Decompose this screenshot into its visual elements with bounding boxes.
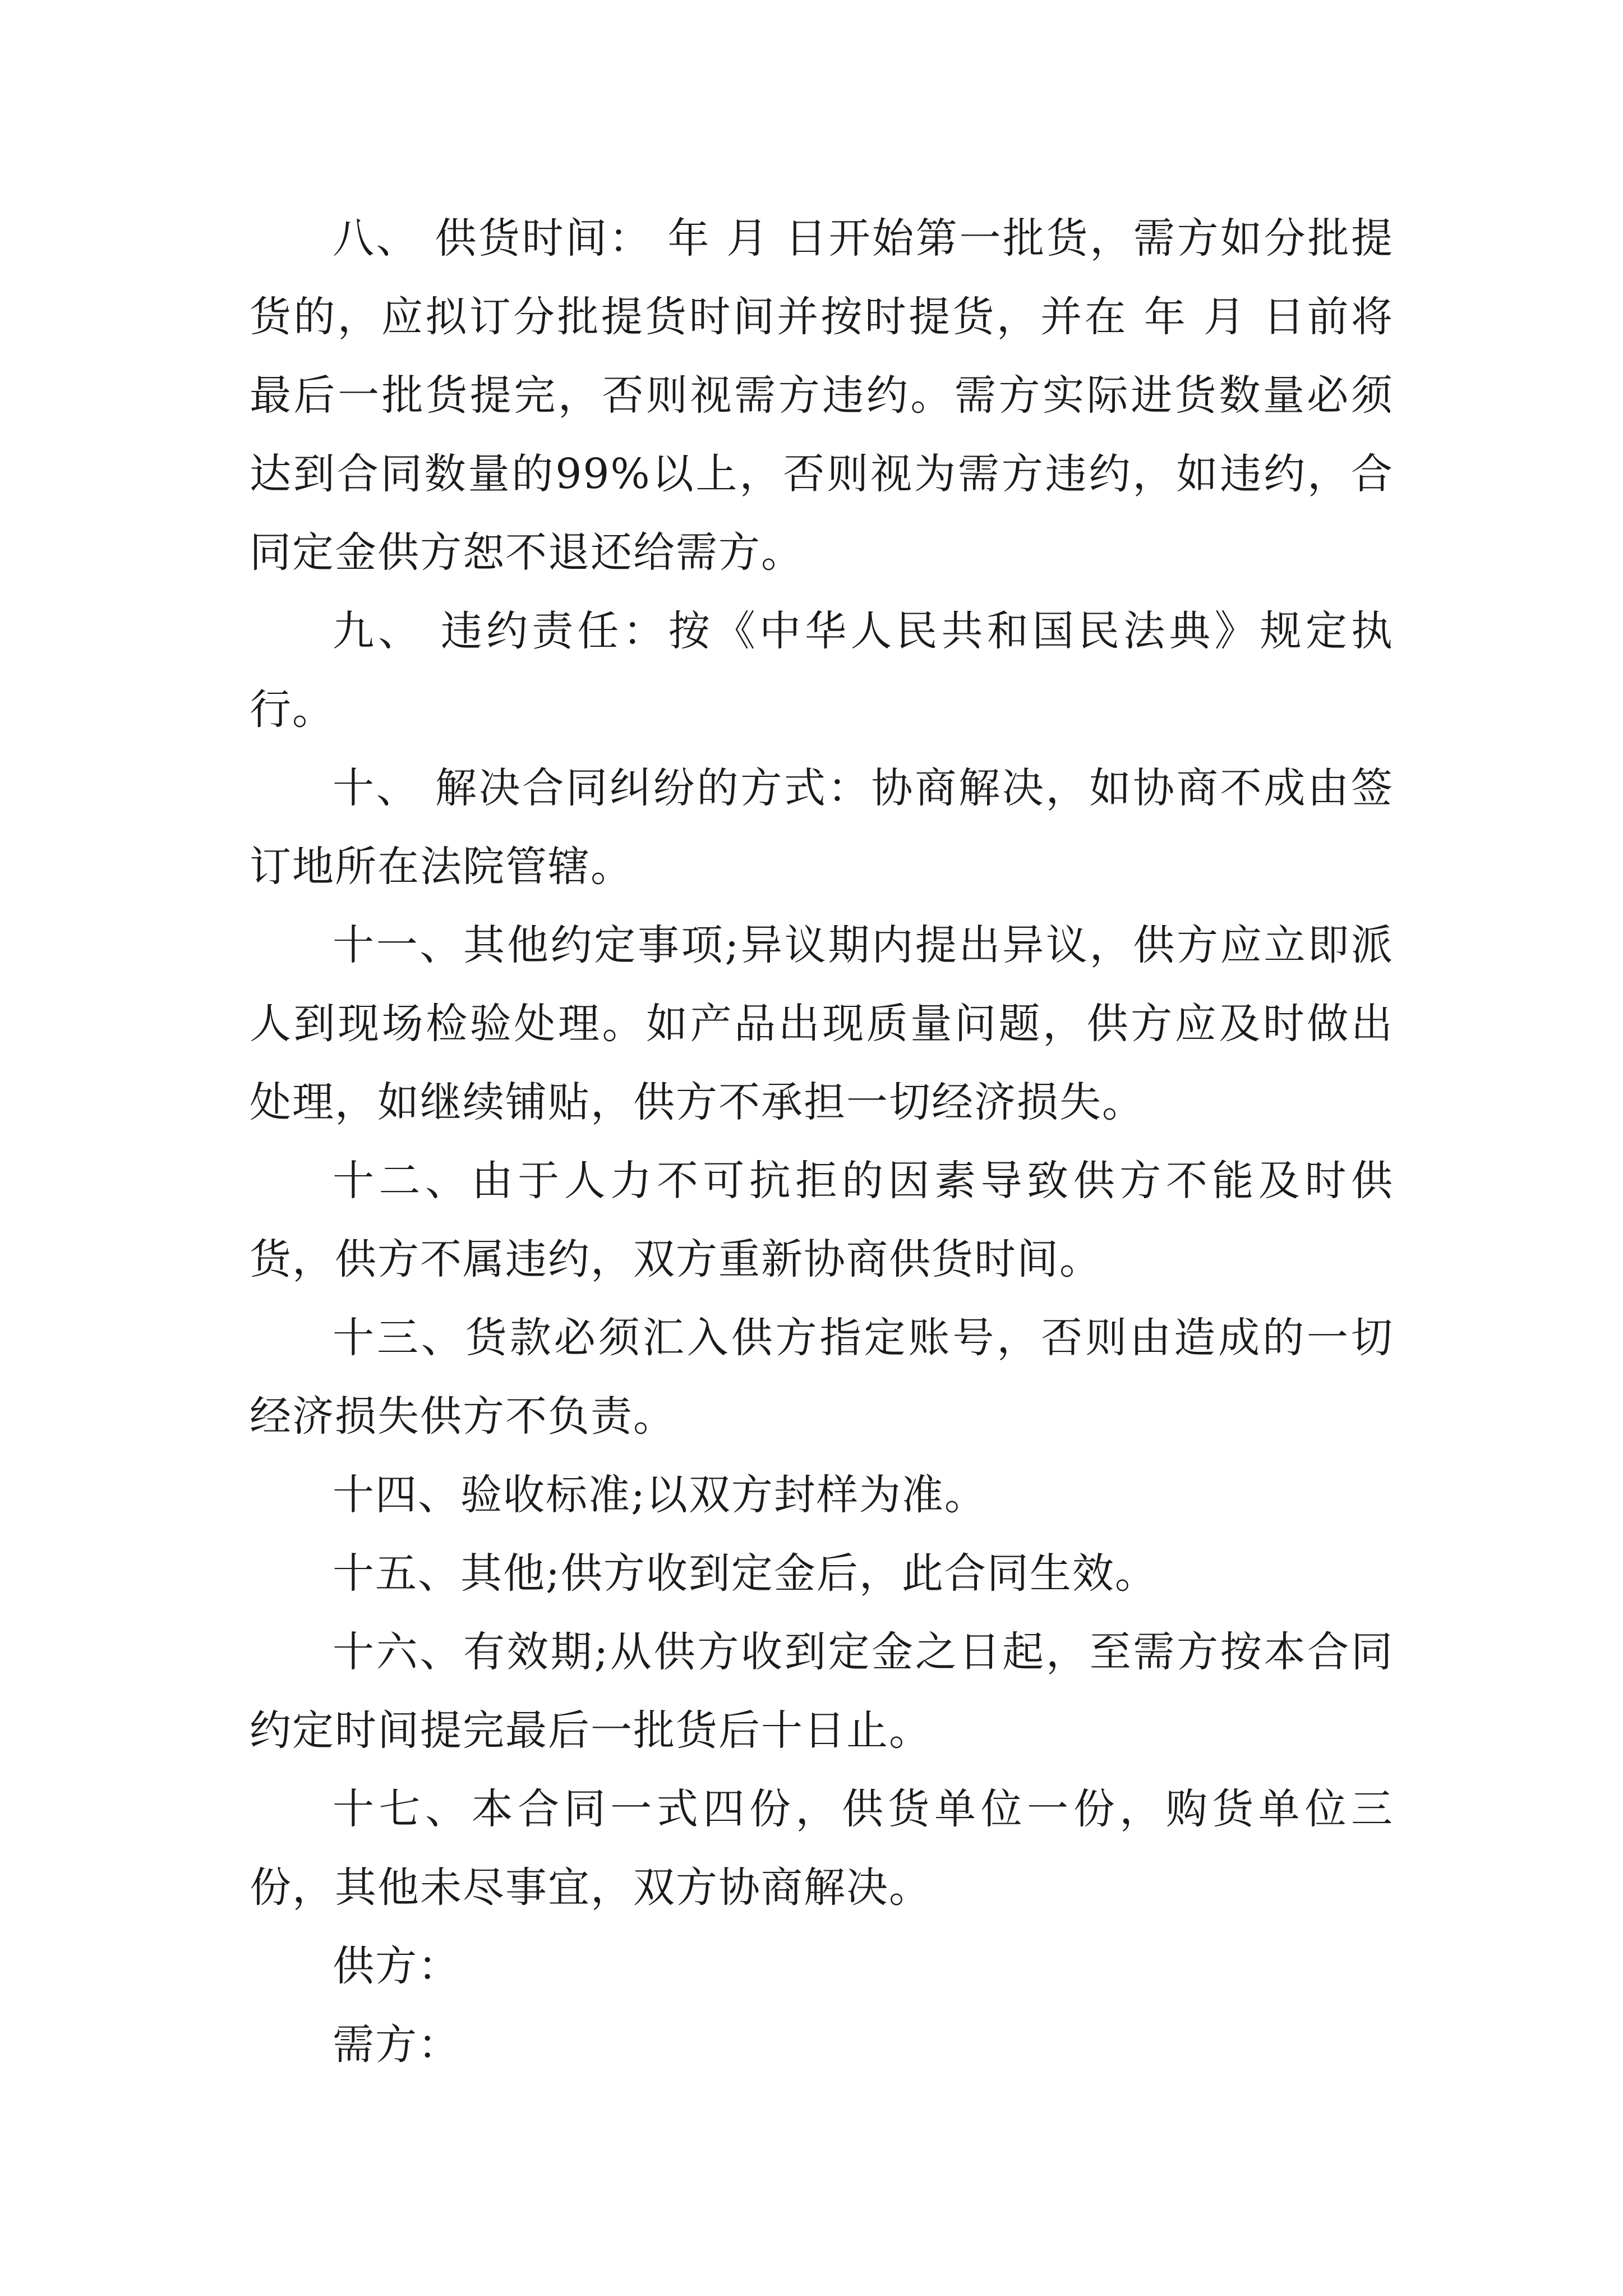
clause-12: 十二、由于人力不可抗拒的因素导致供方不能及时供货，供方不属违约，双方重新协商供货时间。 xyxy=(250,1157,1394,1283)
document-page xyxy=(250,199,1394,2084)
clause-16: 十六、有效期;从供方收到定金之日起，至需方按本合同约定时间提完最后一批货后十日止。 xyxy=(250,1628,1394,1755)
clause-11: 十一、其他约定事项;异议期内提出异议，供方应立即派人到现场检验处理。如产品出现质量问题，供方应及时做出处理，如继续铺贴，供方不承担一切经济损失。 xyxy=(250,921,1394,1126)
supplier-signature-label: 供方： xyxy=(333,1942,460,1990)
clause-17: 十七、本合同一式四份，供货单位一份，购货单位三份，其他未尽事宜，双方协商解决。 xyxy=(250,1785,1394,1912)
clause-15: 十五、其他;供方收到定金后，此合同生效。 xyxy=(333,1549,1158,1598)
clause-10: 十、 解决合同纠纷的方式：协商解决，如协商不成由签订地所在法院管辖。 xyxy=(250,764,1394,891)
buyer-signature-label: 需方： xyxy=(333,2021,460,2069)
clause-8: 八、 供货时间： 年 月 日开始第一批货，需方如分批提货的，应拟订分批提货时间并按时提货，并在 年 月 日前将最后一批货提完，否则视需方违约。需方实际进货数量必须达到合同数量的99%以上，否则视为需方违约，如违约，合同定金供方恕不退还给需方。 xyxy=(250,214,1394,577)
clause-13: 十三、货款必须汇入供方指定账号，否则由造成的一切经济损失供方不负责。 xyxy=(250,1314,1394,1441)
clause-14: 十四、验收标准;以双方封样为准。 xyxy=(333,1471,987,1519)
clause-9: 九、 违约责任：按《中华人民共和国民法典》规定执行。 xyxy=(250,607,1394,734)
